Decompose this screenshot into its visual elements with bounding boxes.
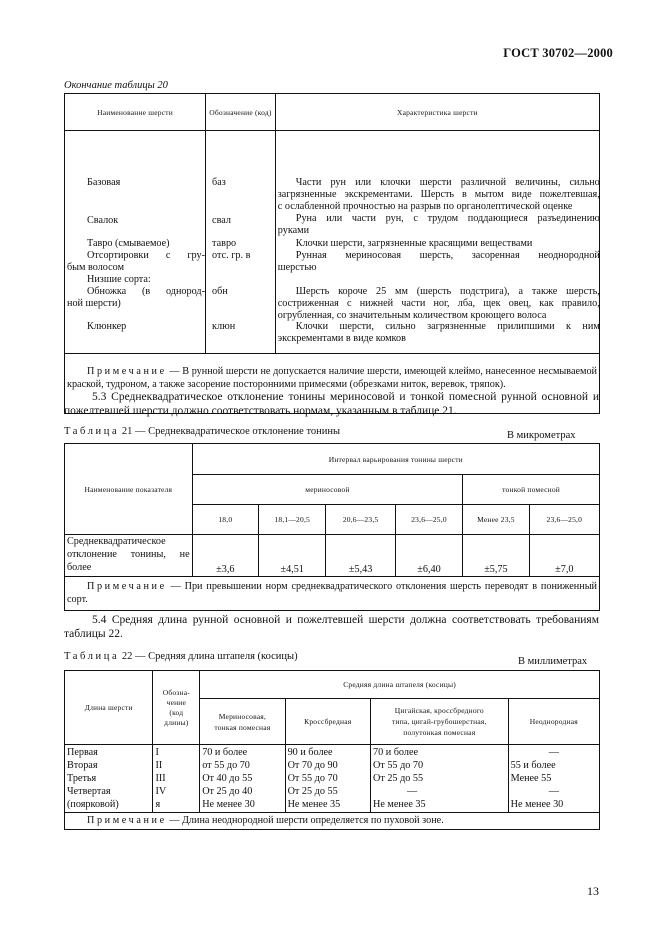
t22-col-code-line: Обозна-: [162, 687, 190, 697]
t22-sub-line: полутонкая помесная: [403, 728, 476, 737]
t22-code: II: [155, 760, 163, 771]
t22-tsigai-value: 70 и более: [372, 747, 418, 758]
t22-sub-merino: [200, 699, 285, 745]
table21-caption-label: Таблица: [64, 426, 120, 437]
t22-col-code-line: (код: [169, 707, 184, 717]
t20-descriptions: [276, 131, 599, 353]
t21-range: 23,6—25,0: [529, 505, 599, 535]
t20-desc-line: состриженная с нижней части ног, лба, щек овец, как правило,: [277, 298, 600, 309]
t20-col-code: Обозначение (код): [206, 94, 276, 131]
t22-note-label: Примечание: [87, 815, 167, 826]
t22-merino-value: От 40 до 55: [202, 773, 253, 784]
t22-tsigai-value: Не менее 35: [372, 799, 426, 810]
t20-desc-line: руками: [277, 225, 310, 236]
t21-range: 18,0: [192, 505, 258, 535]
t20-name-klyunker: Клюнкер: [87, 321, 127, 332]
t22-tsigai-value: От 25 до 55: [372, 773, 424, 784]
t22-merino-value: От 25 до 40: [202, 786, 253, 797]
table22-caption: [64, 651, 298, 662]
t21-note-text: — При превышении норм среднеквадратического отклонения шерсть переводят в пониженный сорт.: [67, 581, 597, 605]
t21-value: ±3,6: [192, 535, 258, 577]
t22-tsigai-value: —: [406, 786, 418, 797]
t20-desc-line: огрубленная, со значительным количеством кроющего волоса: [277, 310, 547, 321]
t22-sub-line: типа, цигай-грубошерстная,: [392, 717, 487, 726]
t21-value: ±5,43: [326, 535, 395, 577]
table21-caption-text: 21 — Среднеквадратическое отклонение тонины: [119, 426, 341, 437]
t21-range: 20,6—23,5: [326, 505, 395, 535]
t22-name: Первая: [67, 747, 98, 758]
t22-col-code: [153, 671, 200, 745]
t21-group-fine: тонкой помесной: [463, 475, 600, 505]
t21-value: ±7,0: [529, 535, 599, 577]
t21-row-label-line: отклонение тонины, не: [67, 549, 190, 560]
t21-value: ±6,40: [395, 535, 462, 577]
t20-name-bazovaya: Базовая: [87, 177, 121, 188]
t22-name: Вторая: [67, 760, 98, 771]
t20-desc-line: Части рун или клочки шерсти различной величины, сильно: [295, 177, 600, 188]
t22-cross-value: 90 и более: [287, 747, 333, 758]
t22-sub-line: Цигайская, кроссбредного: [394, 706, 484, 715]
t22-merino-value: 70 и более: [202, 747, 248, 758]
t20-code-tavro: тавро: [212, 238, 237, 249]
t22-col-code-line: чение: [166, 697, 187, 707]
table22-unit: В миллиметрах: [518, 656, 588, 667]
t21-group-merino: мериносовой: [192, 475, 463, 505]
t22-mixed-value: —: [548, 786, 559, 797]
t20-desc-line: Клочки шерсти, загрязненные красящими веществами: [295, 238, 533, 249]
t22-note-text: — Длина неоднородной шерсти определяется по пуховой зоне.: [166, 815, 444, 826]
t20-col-desc: Характеристика шерсти: [275, 94, 599, 131]
t20-code-sval: свал: [212, 215, 231, 226]
t22-sub-mixed: Неоднородная: [508, 699, 599, 745]
t20-note-text: — В рунной шерсти не допускается наличие шерсти, имеющей клеймо, нанесенное несмываемой краской, тудроном, а также засорение посторонними примесями (обрезками ниток, веревок, тряпок).: [67, 366, 597, 390]
table-22: [64, 670, 600, 830]
t22-col-mean: Средняя длина штапеля (косицы): [200, 671, 600, 699]
t21-value: ±4,51: [259, 535, 326, 577]
t20-names: [65, 131, 205, 353]
page-number: 13: [587, 884, 599, 898]
t20-code-obn: обн: [212, 286, 228, 297]
document-code: ГОСТ 30702—2000: [503, 46, 613, 60]
t22-sub-line: Мериносовая,: [218, 711, 266, 721]
t20-name-svalok: Свалок: [87, 215, 119, 226]
t21-range: 23,6—25,0: [395, 505, 462, 535]
t20-note-label: Примечание: [87, 366, 167, 377]
t22-cross-value: От 70 до 90: [287, 760, 338, 771]
paragraph-5-3: 5.3 Среднеквадратическое отклонение тонины мериносовой и тонкой помесной рунной основной и пожелтевшей шерсти должно соответствовать нормам, указанным в таблице 21.: [64, 391, 599, 417]
t20-desc-line: экскрементами в виде комков: [277, 333, 406, 344]
t22-merino-value: Не менее 30: [202, 799, 255, 810]
t20-desc-line: Шерсть короче 25 мм (шерсть подстрига), а также шерсть,: [295, 286, 600, 297]
t20-name-otsort-1: Отсортировки с гру-: [87, 250, 205, 261]
t22-sub-tsigai: [370, 699, 508, 745]
t22-mixed-value: 55 и более: [510, 760, 556, 771]
t22-note: [65, 813, 599, 829]
t20-name-obnozhka-2: ной шерсти): [67, 298, 121, 309]
paragraph-5-4: 5.4 Средняя длина рунной основной и пожелтевшей шерсти должна соответствовать требованиям таблицы 22.: [64, 614, 599, 640]
t22-mixed-value: —: [548, 747, 559, 758]
t20-code-klyun: клюн: [212, 321, 236, 332]
table21-caption: [64, 426, 340, 437]
t20-col-name: Наименование шерсти: [65, 94, 206, 131]
t22-cross-value: От 25 до 55: [287, 786, 338, 797]
t20-desc-line: Клочки шерсти, сильно загрязненные прилипшими к ним: [295, 321, 600, 332]
t22-sub-cross: Кроссбредная: [285, 699, 370, 745]
t22-name: Четвертая: [67, 786, 111, 797]
t20-desc-line: с ослабленной прочностью на разрыв по органолептической оценке: [277, 201, 573, 212]
t20-code-baz: баз: [212, 177, 226, 188]
t22-cross-value: Не менее 35: [287, 799, 341, 810]
t20-desc-line: шерстью: [277, 262, 317, 273]
table22-caption-text: 22 — Средняя длина штапеля (косицы): [119, 651, 298, 662]
t20-name-otsort-2: бым волосом: [67, 262, 125, 273]
table-21: [64, 443, 600, 611]
t21-row-label-line: более: [67, 562, 92, 573]
t21-row-label-line: Среднеквадратическое: [67, 536, 166, 547]
t20-name-nizshie: Низшие сорта:: [87, 274, 151, 285]
t20-name-obnozhka-1: Обножка (в однород-: [87, 286, 205, 297]
t20-desc-line: Руна или части рун, с трудом поддающиеся разъединению: [295, 213, 600, 224]
t20-name-tavro: Тавро (смываемое): [87, 238, 170, 249]
t21-note-label: Примечание: [87, 581, 167, 592]
t22-tsigai: [370, 745, 508, 813]
t22-sub-line: тонкая помесная: [214, 722, 271, 732]
t22-code: I: [155, 747, 159, 758]
t21-col-interval: Интервал варьирования тонины шерсти: [192, 444, 599, 475]
t20-codes: [206, 131, 275, 353]
t22-name: Третья: [67, 773, 97, 784]
table20-continuation-caption: Окончание таблицы 20: [64, 80, 168, 91]
t22-merino-value: от 55 до 70: [202, 760, 250, 771]
t21-row-label: [65, 535, 193, 577]
t21-value: ±5,75: [463, 535, 529, 577]
t22-names: [65, 745, 153, 813]
t21-range: Менее 23,5: [463, 505, 529, 535]
t21-range: 18,1—20,5: [259, 505, 326, 535]
t22-cross-value: От 55 до 70: [287, 773, 338, 784]
t20-desc-line: Рунная мериносовая шерсть, засоренная неоднородной: [295, 250, 600, 261]
t22-mixed-value: Не менее 30: [510, 799, 564, 810]
t22-code: я: [155, 799, 161, 810]
t20-code-otsgrv: отс. гр. в: [212, 250, 251, 261]
t22-cross: [285, 745, 370, 813]
t22-name: (поярковой): [67, 799, 119, 810]
t22-code: IV: [155, 786, 167, 797]
t22-mixed-value: Менее 55: [510, 773, 552, 784]
t20-desc-line: загрязненные экскрементами. Шерсть в мытом виде пожелтевшая,: [277, 189, 600, 200]
table21-unit: В микрометрах: [507, 430, 576, 441]
t22-col-code-line: длины): [164, 717, 189, 727]
t21-col-indicator: Наименование показателя: [65, 444, 193, 535]
table22-caption-label: Таблица: [64, 651, 120, 662]
t22-merino: [200, 745, 285, 813]
table-20: [64, 93, 600, 414]
t22-col-length: Длина шерсти: [65, 671, 153, 745]
t21-note: [65, 577, 599, 610]
t22-codes: [153, 745, 200, 813]
t22-mixed: [508, 745, 599, 813]
t22-code: III: [155, 773, 166, 784]
t22-tsigai-value: От 55 до 70: [372, 760, 424, 771]
